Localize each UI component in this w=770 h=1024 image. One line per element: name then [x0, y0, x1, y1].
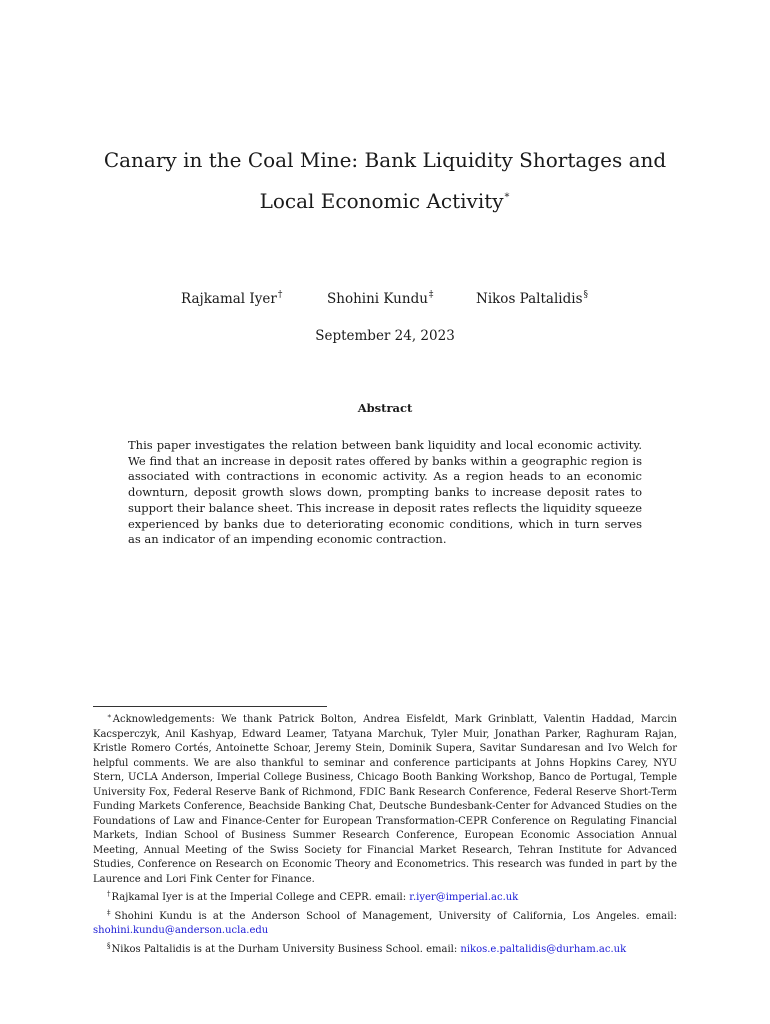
footnote-text: Shohini Kundu is at the Anderson School of Management, University of California, Los Angeles. email:: [114, 910, 677, 922]
author-footnote-mark[interactable]: §: [583, 290, 588, 300]
author-paltalidis: [476, 290, 588, 307]
abstract-text: This paper investigates the relation between bank liquidity and local economic activity. We find that an increase in deposit rates offered by banks within a geographic region is associated with contractions in economic activity. As a region heads to an economic downturn, deposit growth slows down, prompting banks to increase deposit rates to support their balance sheet. This increase in deposit rates reflects the liquidity squeeze experienced by banks due to deteriorating economic conditions, which in turn serves as an indicator of an impending economic contraction.: [128, 438, 642, 547]
paper-date: September 24, 2023: [315, 328, 455, 344]
title-line-2-text: Local Economic Activity: [259, 189, 504, 213]
author-list: [0, 290, 770, 312]
email-link-paltalidis[interactable]: nikos.e.paltalidis@durham.ac.uk: [460, 943, 627, 955]
footnote-kundu: [93, 906, 677, 939]
author-name: Rajkamal Iyer: [181, 291, 277, 307]
author-kundu: [327, 290, 433, 307]
footnote-acknowledgements: [93, 709, 677, 887]
abstract-heading: Abstract: [357, 401, 413, 415]
title-footnote-mark[interactable]: ∗: [503, 190, 511, 201]
footnote-text: Acknowledgements: We thank Patrick Bolton, Andrea Eisfeldt, Mark Grinblatt, Valentin Haddad, Marcin Kacsperczyk, Anil Kashyap, Edward Leamer, Tatyana Marchuk, Tyler Muir, Jonathan Parker, Raghuram Rajan, Kristle Romero Cortés, Antoinette Schoar, Jeremy Stein, Dominik Supera, Savitar Sundaresan and Ivo Welch for helpful comments. We are also thankful to seminar and conference participants at Johns Hopkins Carey, NYU Stern, UCLA Anderson, Imperial College Business, Chicago Booth Banking Workshop, Banco de Portugal, Temple University Fox, Federal Reserve Bank of Richmond, FDIC Bank Research Conference, Federal Reserve Short-Term Funding Markets Conference, Beachside Banking Chat, Deutsche Bundesbank-Center for Advanced Studies on the Foundations of Law and Finance-Center for European Transformation-CEPR Conference on Regulating Financial Markets, Indian School of Business Summer Research Conference, European Economic Association Annual Meeting, Annual Meeting of the Swiss Society for Financial Market Research, Tehran Institute for Advanced Studies, Conference on Research on Economic Theory and Econometrics. This research was funded in part by the Laurence and Lori Fink Center for Finance.: [93, 714, 677, 885]
email-link-kundu[interactable]: shohini.kundu@anderson.ucla.edu: [93, 925, 269, 936]
paper-title-line-1: [60, 148, 710, 172]
title-line-1-text: Canary in the Coal Mine: Bank Liquidity Shortages and: [103, 148, 667, 172]
footnote-text: Rajkamal Iyer is at the Imperial College and CEPR. email:: [111, 892, 410, 903]
footnote-paltalidis: [93, 939, 677, 958]
author-iyer: [181, 290, 282, 307]
footnote-mark: †: [107, 890, 111, 898]
footnote-divider: [93, 706, 327, 707]
footnote-mark: §: [107, 941, 111, 950]
author-footnote-mark[interactable]: ‡: [428, 290, 434, 300]
author-name: Shohini Kundu: [327, 291, 428, 307]
footnote-iyer: [93, 887, 677, 906]
paper-title-line-2: [60, 189, 710, 213]
footnotes: [93, 709, 677, 957]
footnote-mark: ∗: [107, 712, 112, 720]
footnote-text: Nikos Paltalidis is at the Durham University Business School. email:: [111, 943, 461, 955]
author-footnote-mark[interactable]: †: [277, 290, 283, 300]
email-link-iyer[interactable]: r.iyer@imperial.ac.uk: [409, 892, 519, 903]
footnote-mark: ‡: [107, 908, 114, 917]
author-name: Nikos Paltalidis: [476, 291, 583, 307]
